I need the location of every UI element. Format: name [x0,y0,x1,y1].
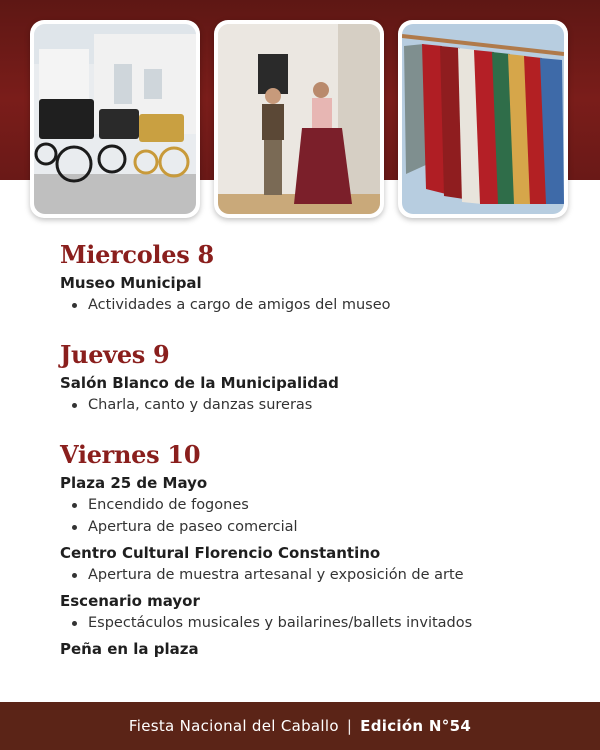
activity-list [60,394,580,416]
activity-list [60,494,580,538]
carriages-photo [30,20,200,218]
activity-item: Charla, canto y danzas sureras [60,394,580,416]
activity-item: Encendido de fogones [60,494,580,516]
footer-separator: | [346,717,353,735]
day-section [60,238,580,316]
venue-name: Centro Cultural Florencio Constantino [60,544,381,562]
day-title: Jueves 9 [60,340,170,369]
footer-event-name: Fiesta Nacional del Caballo [128,717,339,735]
venue-block [60,542,580,586]
ponchos-photo [398,20,568,218]
venue-name: Plaza 25 de Mayo [60,474,208,492]
venue-block [60,272,580,316]
activity-item: Apertura de muestra artesanal y exposición de arte [60,564,580,586]
program-list [60,238,580,660]
footer-edition: Edición N°54 [360,717,472,735]
venue-block [60,472,580,538]
day-section [60,338,580,416]
day-section [60,438,580,660]
footer-bar [0,702,600,750]
venue-block [60,372,580,416]
venue-name: Salón Blanco de la Municipalidad [60,374,339,392]
day-title: Viernes 10 [60,440,201,469]
venue-name: Peña en la plaza [60,640,199,658]
activity-list [60,612,580,634]
day-title: Miercoles 8 [60,240,214,269]
venue-name: Escenario mayor [60,592,200,610]
activity-item: Actividades a cargo de amigos del museo [60,294,580,316]
activity-item: Apertura de paseo comercial [60,516,580,538]
venue-name: Museo Municipal [60,274,202,292]
venue-block [60,590,580,634]
activity-list [60,564,580,586]
dancers-photo [214,20,384,218]
activity-list [60,294,580,316]
activity-item: Espectáculos musicales y bailarines/ballets invitados [60,612,580,634]
venue-block [60,638,580,660]
